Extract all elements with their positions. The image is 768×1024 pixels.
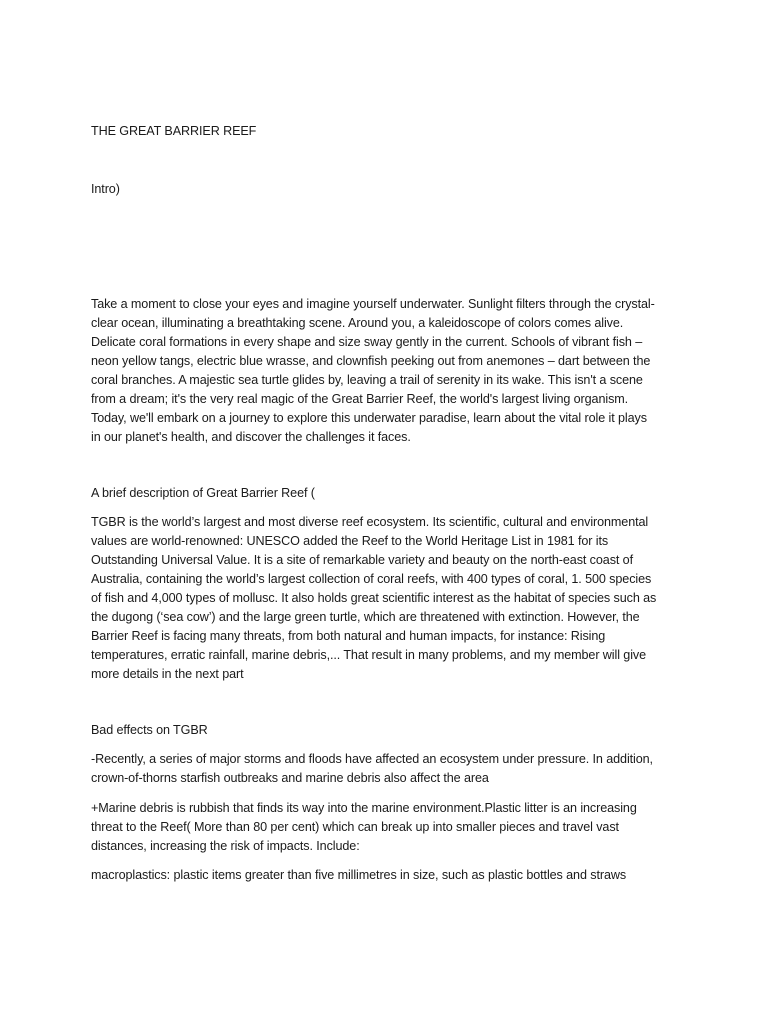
effects-paragraph-2 — [91, 799, 679, 856]
description-line: values are world-renowned: UNESCO added the Reef to the World Heritage List in 1981 for its — [91, 534, 609, 548]
effects-heading: Bad effects on TGBR — [91, 723, 208, 737]
effects-paragraph-1 — [91, 750, 679, 788]
description-line: more details in the next part — [91, 667, 244, 681]
description-line: the dugong (‘sea cow’) and the large green turtle, which are threatened with extinction. However, the — [91, 610, 640, 624]
effects-paragraph-3: macroplastics: plastic items greater than five millimetres in size, such as plastic bottles and straws — [91, 868, 627, 882]
intro-line: neon yellow tangs, electric blue wrasse, and clownfish peeking out from anemones – dart between the — [91, 354, 651, 368]
description-line: temperatures, erratic rainfall, marine debris,... That result in many problems, and my member will give — [91, 648, 646, 662]
effects-line: +Marine debris is rubbish that finds its way into the marine environment.Plastic litter is an increasing — [91, 801, 637, 815]
description-heading: A brief description of Great Barrier Reef ( — [91, 486, 315, 500]
intro-line: Take a moment to close your eyes and imagine yourself underwater. Sunlight filters through the crystal- — [91, 297, 655, 311]
effects-line: distances, increasing the risk of impacts. Include: — [91, 839, 360, 853]
description-line: Barrier Reef is facing many threats, from both natural and human impacts, for instance: Rising — [91, 629, 606, 643]
document-title: THE GREAT BARRIER REEF — [91, 124, 257, 138]
description-paragraph — [91, 513, 679, 684]
intro-paragraph — [91, 295, 679, 447]
effects-line: -Recently, a series of major storms and floods have affected an ecosystem under pressure. In addition, — [91, 752, 653, 766]
intro-line: in our planet's health, and discover the challenges it faces. — [91, 430, 411, 444]
description-line: Australia, containing the world’s largest collection of coral reefs, with 400 types of coral, 1. 500 species — [91, 572, 652, 586]
intro-line: from a dream; it's the very real magic of the Great Barrier Reef, the world's largest living organism. — [91, 392, 629, 406]
description-line: TGBR is the world’s largest and most diverse reef ecosystem. Its scientific, cultural and environmental — [91, 515, 649, 529]
intro-heading: Intro) — [91, 182, 120, 196]
effects-line: threat to the Reef( More than 80 per cent) which can break up into smaller pieces and travel vast — [91, 820, 619, 834]
description-line: Outstanding Universal Value. It is a site of remarkable variety and beauty on the north-east coast of — [91, 553, 633, 567]
intro-line: Delicate coral formations in every shape and size sway gently in the current. Schools of vibrant fish – — [91, 335, 643, 349]
intro-line: Today, we'll embark on a journey to explore this underwater paradise, learn about the vital role it plays — [91, 411, 647, 425]
description-line: of fish and 4,000 types of mollusc. It also holds great scientific interest as the habitat of species such as — [91, 591, 657, 605]
intro-line: coral branches. A majestic sea turtle glides by, leaving a trail of serenity in its wake. This isn't a scene — [91, 373, 643, 387]
intro-line: clear ocean, illuminating a breathtaking scene. Around you, a kaleidoscope of colors comes alive. — [91, 316, 624, 330]
effects-line: crown-of-thorns starfish outbreaks and marine debris also affect the area — [91, 771, 489, 785]
